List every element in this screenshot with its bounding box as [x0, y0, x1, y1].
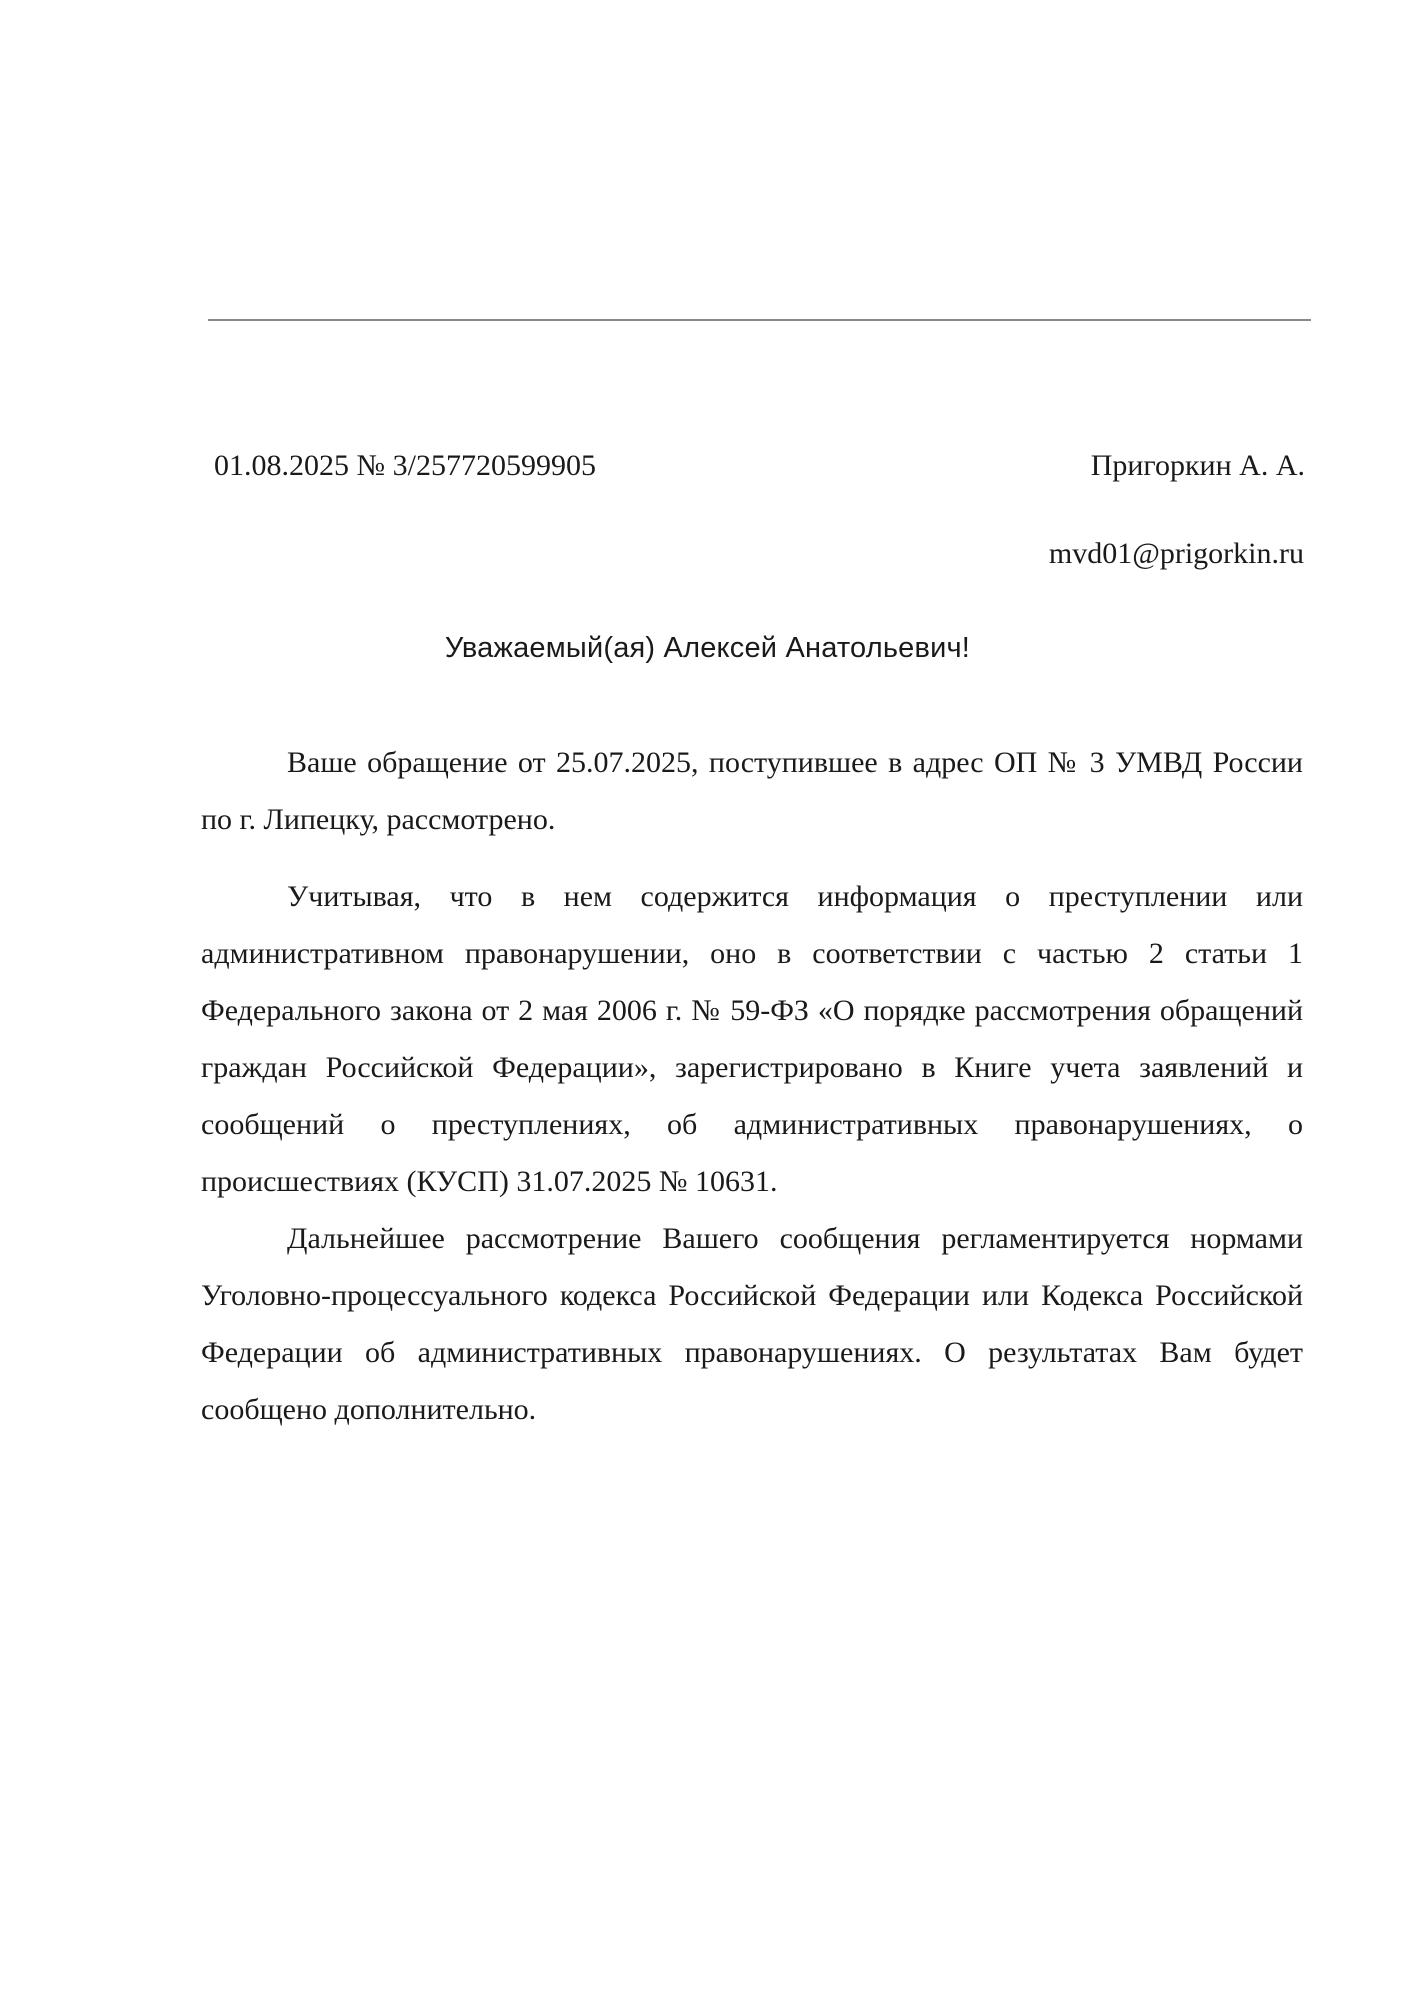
recipient-name: Пригоркин А. А. — [1090, 449, 1305, 482]
greeting: Уважаемый(ая) Алексей Анатольевич! — [444, 632, 971, 664]
letter-date-and-number: 01.08.2025 № 3/257720599905 — [214, 449, 596, 482]
paragraph-registration: Учитывая, что в нем содержится информация о преступлении или административном правонарушении, оно в соответствии с частью 2 статьи 1 Федерального закона от 2 мая 2006 г. № 59-ФЗ «О порядке рассмотрения обращений граждан Российской Федерации», зарегистрировано в Книге учета заявлений и сообщений о преступлениях, об административных правонарушениях, о происшествиях (КУСП) 31.07.2025 № 10631. — [201, 880, 1303, 1198]
paragraph-further-review: Дальнейшее рассмотрение Вашего сообщения регламентируется нормами Уголовно-процессуального кодекса Российской Федерации или Кодекса Российской Федерации об административных правонарушениях. О результатах Вам будет сообщено дополнительно. — [201, 1222, 1303, 1426]
header-divider-line — [208, 319, 1311, 321]
letter-body — [201, 734, 1303, 1438]
paragraph-appeal-reviewed: Ваше обращение от 25.07.2025, поступившее в адрес ОП № 3 УМВД России по г. Липецку, рассмотрено. — [201, 746, 1303, 836]
recipient-email: mvd01@prigorkin.ru — [1048, 537, 1304, 570]
